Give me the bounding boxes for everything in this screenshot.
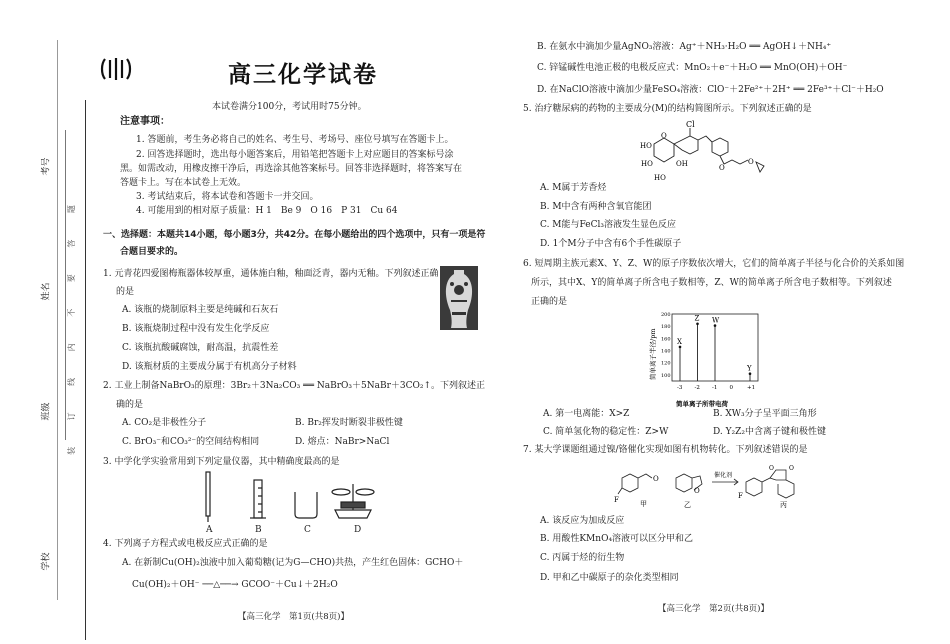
x-axis-label: 简单离子所带电荷: [676, 400, 728, 408]
q2-option-a: A. CO₂是非极性分子: [122, 418, 207, 428]
q3-label-a: A: [206, 525, 213, 535]
q2-option-b: B. Br₂挥发时断裂非极性键: [295, 418, 403, 428]
notice-item: 2. 回答选择题时，选出每小题答案后，用铅笔把答题卡上对应题目的答案标号涂: [136, 150, 454, 160]
q1-option-a: A. 该瓶的烧制原料主要是纯碱和石灰石: [122, 305, 279, 315]
scheme-atom: O: [694, 487, 700, 495]
x-tick-label: -3: [677, 385, 683, 391]
y-tick-label: 180: [661, 324, 671, 331]
notice-item: 1. 答题前，考生务必将自己的姓名、考生号、考场号、座位号填写在答题卡上。: [136, 135, 454, 145]
y-tick-label: 120: [661, 360, 671, 367]
q6-option-c: C. 简单氢化物的稳定性：Z>W: [543, 427, 669, 437]
structure-label: HO: [640, 142, 652, 150]
page-1-footer: 【高三化学 第1页(共8页)】: [238, 612, 349, 622]
q1-option-b: B. 该瓶烧制过程中没有发生化学反应: [122, 324, 270, 334]
structure-label: O: [661, 132, 667, 140]
scheme-atom: F: [738, 492, 743, 500]
q3-stem: 3. 中学化学实验常用到下列定量仪器，其中精确度最高的是: [103, 457, 340, 467]
structure-label: OH: [676, 160, 688, 168]
q4-option-a-equation: Cu(OH)₂＋OH⁻ ──△──→ GCOO⁻＋Cu↓＋2H₂O: [132, 580, 338, 590]
q6-option-d: D. Y₂Z₂中含离子键和极性键: [713, 427, 827, 437]
x-tick-label: 0: [729, 385, 733, 391]
exam-title: 高三化学试卷: [228, 62, 378, 88]
point-label-Z: Z: [694, 314, 700, 323]
x-tick-label: -2: [694, 385, 700, 391]
scheme-atom: O: [653, 475, 659, 483]
scheme-atom: F: [614, 496, 619, 504]
y-tick-label: 200: [661, 312, 671, 318]
q4-stem: 4. 下列离子方程式或电极反应式正确的是: [103, 539, 268, 549]
point-label-X: X: [677, 337, 682, 346]
q1-stem-cont: 的是: [116, 287, 135, 297]
structure-label: Cl: [686, 120, 695, 129]
name-label: 姓名: [41, 282, 52, 301]
q5-option-c: C. M能与FeCl₃溶液发生显色反应: [540, 220, 676, 230]
q4-option-c: C. 锌锰碱性电池正极的电极反应式：MnO₂＋e⁻＋H₂O ══ MnO(OH)＋OH⁻: [537, 63, 848, 73]
q3-instruments: [195, 470, 375, 526]
q7-reaction-scheme: [614, 460, 814, 510]
q5-option-b: B. M中含有两种含氧官能团: [540, 202, 652, 212]
notice-item: 4. 可能用到的相对原子质量：H 1 Be 9 O 16 P 31 Cu 64: [136, 206, 398, 216]
exam-subtitle: 本试卷满分100分，考试用时75分钟。: [212, 102, 367, 112]
q3-label-b: B: [255, 525, 262, 535]
school-label: 学校: [41, 552, 52, 571]
q5-structure: [640, 118, 780, 190]
q1-option-d: D. 该瓶材质的主要成分属于有机高分子材料: [122, 362, 297, 372]
catalyst-label: 催化剂: [714, 472, 733, 479]
vase-photo: [440, 266, 478, 330]
q7-option-b: B. 用酸性KMnO₄溶液可以区分甲和乙: [540, 534, 694, 544]
compound-label-yi: 乙: [684, 501, 691, 509]
q5-option-a: A. M属于芳香烃: [540, 183, 607, 193]
page-2-footer: 【高三化学 第2页(共8页)】: [658, 604, 769, 614]
data-point-X: [679, 346, 682, 349]
graduated-cylinder-icon: [250, 480, 266, 518]
data-point-Z: [696, 322, 699, 325]
class-label: 班级: [41, 402, 52, 421]
x-tick-label: +1: [747, 385, 756, 391]
beaker-icon: [295, 492, 317, 518]
burette-icon: [206, 472, 210, 522]
q4-option-d: D. 在NaClO溶液中滴加少量FeSO₄溶液：ClO⁻＋2Fe²⁺＋2H⁺ ══ 2Fe³⁺＋Cl⁻＋H₂O: [537, 85, 884, 95]
structure-label: HO: [654, 174, 666, 182]
q4-option-b: B. 在氨水中滴加少量AgNO₃溶液：Ag⁺＋NH₃·H₂O ══ AgOH↓＋NH₄⁺: [537, 42, 832, 52]
scheme-atom: O: [769, 465, 774, 472]
q4-option-a: A. 在新制Cu(OH)₂浊液中加入葡萄糖(记为G—CHO)共热，产生红色固体：GCHO＋: [122, 558, 464, 568]
compound-label-jia: 甲: [640, 500, 647, 508]
q7-option-d: D. 甲和乙中碳原子的杂化类型相同: [540, 573, 679, 583]
compound-label-bing: 丙: [780, 501, 787, 509]
y-axis-label: 简单离子半径/pm: [649, 328, 657, 380]
q2-stem-cont: 确的是: [116, 400, 144, 410]
q2-stem: 2. 工业上制备NaBrO₃的原理：3Br₂＋3Na₂CO₃ ══ NaBrO₃＋5NaBr＋3CO₂↑。下列叙述正: [103, 381, 486, 391]
notice-item: 答题卡上。写在本试卷上无效。: [120, 178, 247, 188]
exam-number-label: 考号: [41, 157, 52, 176]
x-tick-label: -1: [712, 385, 718, 391]
q7-stem: 7. 某大学课题组通过镍/铬催化实现如图有机物转化。下列叙述错误的是: [523, 445, 808, 455]
q7-option-a: A. 该反应为加成反应: [540, 516, 625, 526]
q2-option-d: D. 熔点：NaBr>NaCl: [295, 437, 390, 447]
q6-stem-cont: 正确的是: [531, 297, 568, 307]
q6-option-a: A. 第一电离能：X>Z: [543, 409, 630, 419]
y-tick-label: 100: [661, 372, 671, 379]
notice-item: 3. 考试结束后，将本试卷和答题卡一并交回。: [136, 192, 319, 202]
q3-label-c: C: [304, 525, 311, 535]
balance-icon: [332, 484, 374, 518]
q1-stem: 1. 元青花四爱图梅瓶器体较厚重，通体施白釉，釉面泛青，器内无釉。下列叙述正确: [103, 269, 439, 279]
notice-item: 黑。如需改动，用橡皮擦干净后，再选涂其他答案标号。回答非选择题时，将答案写在: [120, 164, 463, 174]
data-point-W: [714, 324, 717, 327]
notice-heading: 注意事项：: [120, 116, 170, 127]
section-heading-cont: 合题目要求的。: [120, 247, 184, 257]
q3-label-d: D: [354, 525, 362, 535]
margin-rule: [57, 40, 58, 600]
structure-label: O: [748, 158, 754, 166]
q2-option-c: C. BrO₃⁻和CO₃²⁻的空间结构相同: [122, 437, 260, 447]
q5-option-d: D. 1个M分子中含有6个手性碳原子: [540, 239, 682, 249]
q5-stem: 5. 治疗糖尿病的药物的主要成分(M)的结构简图所示。下列叙述正确的是: [523, 104, 812, 114]
point-label-W: W: [712, 316, 720, 325]
publisher-logo: [100, 56, 132, 82]
structure-label: HO: [641, 160, 653, 168]
point-label-Y: Y: [747, 364, 752, 373]
q6-option-b: B. XW₃分子呈平面三角形: [713, 409, 817, 419]
data-point-Y: [749, 372, 752, 375]
section-heading: 一、选择题：本题共14小题，每小题3分，共42分。在每小题给出的四个选项中，只有一项是符: [103, 230, 486, 240]
y-tick-label: 160: [661, 336, 671, 343]
q6-stem: 6. 短周期主族元素X、Y、Z、W的原子序数依次增大，它们的简单离子半径与化合价的关系如图: [523, 259, 905, 269]
q6-radius-chart: [648, 312, 768, 408]
y-tick-label: 140: [661, 348, 671, 355]
scheme-atom: O: [789, 465, 794, 472]
q1-option-c: C. 该瓶抗酸碱腐蚀，耐高温，抗震性差: [122, 343, 279, 353]
structure-label: O: [719, 164, 725, 172]
binding-line: [85, 100, 86, 640]
q7-option-c: C. 丙属于烃的衍生物: [540, 553, 625, 563]
seal-line-notice: 装 订 线 内 不 要 答 题: [67, 193, 76, 455]
q6-stem-cont: 所示，其中X、Y的简单离子所含电子数相等，Z、W的简单离子所含电子数相等。下列叙述: [531, 278, 892, 288]
